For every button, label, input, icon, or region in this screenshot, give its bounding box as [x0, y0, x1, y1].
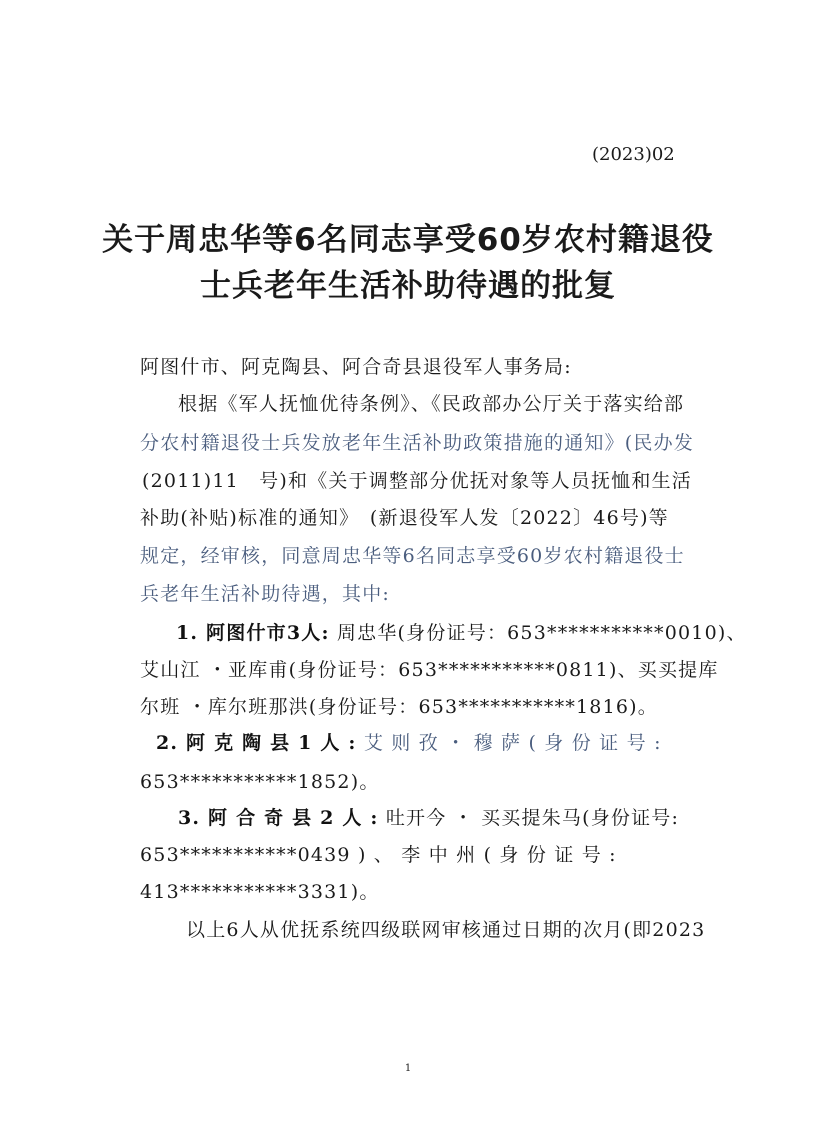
closing-paragraph-line-1: 以上6人从优抚系统四级联网审核通过日期的次月(即2023: [186, 919, 706, 941]
document-title-line-2: 士兵老年生活补助待遇的批复: [200, 268, 616, 304]
paragraph-1-line-6: 兵老年生活补助待遇，其中:: [140, 583, 391, 605]
item-1-line-2: 艾山江 ・亚库甫(身份证号：653***********0811)、买买提库: [140, 659, 719, 681]
paragraph-1-line-5: 规定，经审核，同意周忠华等6名同志享受60岁农村籍退役士: [140, 545, 685, 567]
item-2-line-2: 653***********1852)。: [140, 771, 380, 793]
addressee: 阿图什市、阿克陶县、阿合奇县退役军人事务局:: [140, 356, 572, 378]
paragraph-1-line-3: (2011)11 号)和《关于调整部分优抚对象等人员抚恤和生活: [142, 470, 692, 492]
item-3-line-2: 653***********0439 ) 、 李 中 州 ( 身 份 证 号 :: [140, 844, 617, 866]
item-2-text: 艾 则 孜 ・ 穆 萨 ( 身 份 证 号 :: [356, 732, 662, 754]
item-3-line-3: 413***********3331)。: [140, 881, 380, 903]
item-2-label: 2. 阿 克 陶 县 1 人 :: [156, 732, 357, 754]
item-1-line-1: [176, 618, 747, 645]
document-number: (2023)02: [592, 144, 675, 165]
paragraph-1-line-4: 补助(补贴)标准的通知》 (新退役军人发〔2022〕46号)等: [140, 507, 669, 529]
item-3-line-1: [178, 803, 679, 830]
item-1-label: 1. 阿图什市3人:: [176, 622, 330, 644]
item-1-text: 周忠华(身份证号：653***********0010)、: [329, 622, 747, 644]
document-title-line-1: 关于周忠华等6名同志享受60岁农村籍退役: [102, 222, 714, 258]
item-1-line-3: 尔班 ・库尔班那洪(身份证号：653***********1816)。: [140, 696, 658, 718]
item-2-line-1: [156, 728, 662, 755]
paragraph-1-line-2: 分农村籍退役士兵发放老年生活补助政策措施的通知》(民办发: [140, 432, 695, 454]
item-3-label: 3. 阿 合 奇 县 2 人 :: [178, 807, 379, 829]
item-3-text: 吐开今 ・ 买买提朱马(身份证号:: [378, 807, 680, 829]
paragraph-1-line-1: 根据《军人抚恤优待条例》、《民政部办公厅关于落实给部: [178, 393, 685, 415]
page-number: 1: [404, 1063, 412, 1074]
